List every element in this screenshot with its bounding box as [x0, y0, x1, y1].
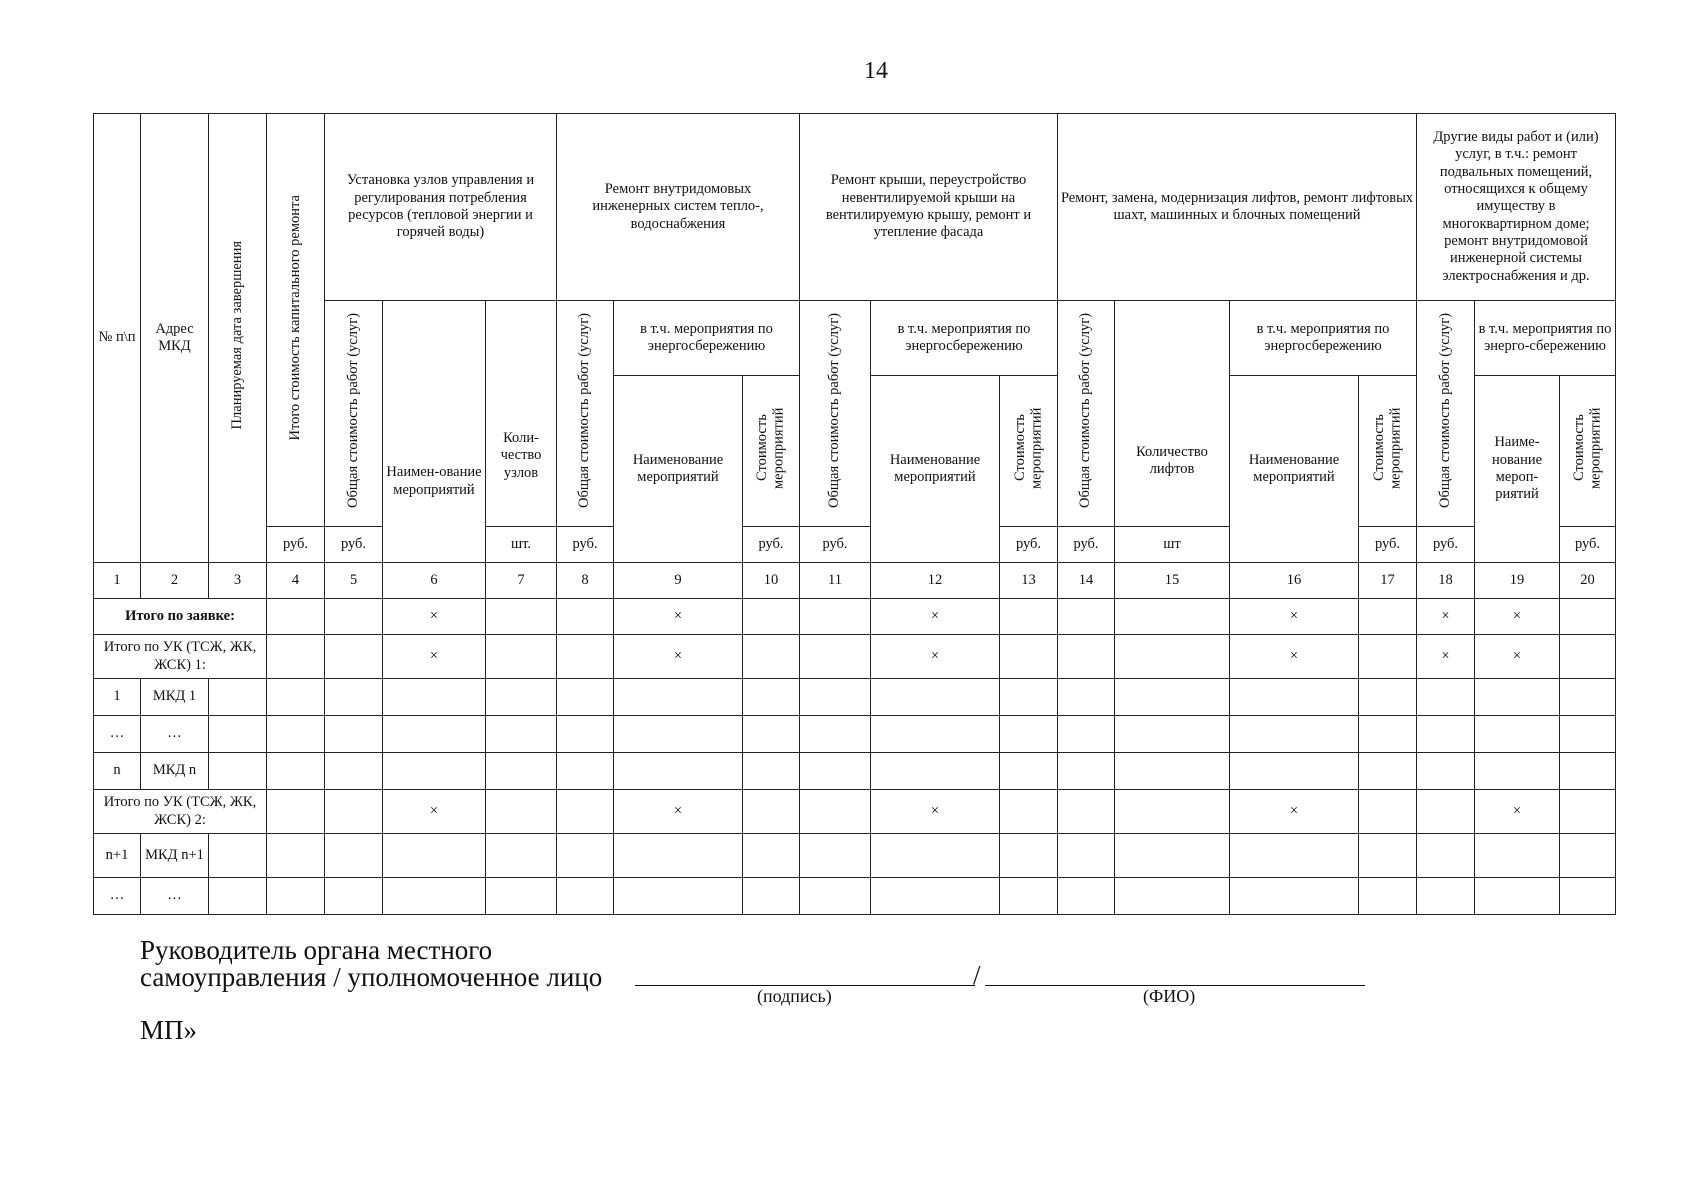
- column-number: 17: [1359, 563, 1417, 599]
- application-table: [93, 113, 1616, 915]
- column-number: 10: [743, 563, 800, 599]
- unit-17: руб.: [1359, 527, 1417, 563]
- uk2-label: Итого по УК (ТСЖ, ЖК, ЖСК) 2:: [94, 790, 267, 834]
- column-number: 1: [94, 563, 141, 599]
- column-number: 9: [614, 563, 743, 599]
- x-mark: ×: [1230, 790, 1359, 834]
- column-number: 4: [267, 563, 325, 599]
- header-measures-cost-10: Стоимость мероприятий: [743, 376, 800, 527]
- x-mark: ×: [383, 790, 486, 834]
- unit-20: руб.: [1560, 527, 1616, 563]
- header-measures-name-9: Наименование мероприятий: [614, 376, 743, 563]
- table-row: [94, 753, 1616, 790]
- header-measures-6: Наимен-ование мероприятий: [383, 301, 486, 563]
- column-number: 20: [1560, 563, 1616, 599]
- header-energy-saving-3: в т.ч. мероприятия по энергосбережению: [871, 301, 1058, 376]
- column-numbers-row: [94, 563, 1616, 599]
- x-mark: ×: [1230, 635, 1359, 679]
- x-mark: ×: [383, 599, 486, 635]
- header-group-metering: Установка узлов управления и регулирования потребления ресурсов (тепловой энергии и горячей воды): [325, 114, 557, 301]
- x-mark: ×: [614, 790, 743, 834]
- column-number: 6: [383, 563, 486, 599]
- header-measures-cost-20: Стоимость мероприятий: [1560, 376, 1616, 527]
- header-group-lifts: Ремонт, замена, модернизация лифтов, ремонт лифтовых шахт, машинных и блочных помещений: [1058, 114, 1417, 301]
- unit-4: руб.: [267, 527, 325, 563]
- unit-13: руб.: [1000, 527, 1058, 563]
- column-number: 19: [1475, 563, 1560, 599]
- x-mark: ×: [1475, 599, 1560, 635]
- header-group-roof: Ремонт крыши, переустройство невентилируемой крыши на вентилируемую крышу, ремонт и утепление фасада: [800, 114, 1058, 301]
- header-measures-name-19: Наиме-нование мероп-риятий: [1475, 376, 1560, 563]
- row-number: n+1: [94, 834, 141, 878]
- table-row: [94, 834, 1616, 878]
- header-group-other: Другие виды работ и (или) услуг, в т.ч.: ремонт подвальных помещений, относящихся к общему имуществу в многоквартирном доме; ремонт внутридомовой инженерной системы электроснабжения и др.: [1417, 114, 1616, 301]
- x-mark: ×: [871, 599, 1000, 635]
- unit-18: руб.: [1417, 527, 1475, 563]
- column-number: 13: [1000, 563, 1058, 599]
- header-lifts-count: Количество лифтов: [1115, 301, 1230, 527]
- header-measures-cost-13: Стоимость мероприятий: [1000, 376, 1058, 527]
- header-measures-cost-17: Стоимость мероприятий: [1359, 376, 1417, 527]
- unit-14: руб.: [1058, 527, 1115, 563]
- unit-10: руб.: [743, 527, 800, 563]
- header-total-cost-18: Общая стоимость работ (услуг): [1417, 301, 1475, 527]
- unit-11: руб.: [800, 527, 871, 563]
- column-number: 5: [325, 563, 383, 599]
- header-total-capital-repair: Итого стоимость капитального ремонта: [267, 114, 325, 527]
- stamp-placeholder: МП»: [140, 1015, 198, 1045]
- header-total-cost-14: Общая стоимость работ (услуг): [1058, 301, 1115, 527]
- row-number: …: [94, 716, 141, 753]
- x-mark: ×: [1230, 599, 1359, 635]
- x-mark: ×: [1475, 635, 1560, 679]
- table-row-uk2: [94, 790, 1616, 834]
- table-row: [94, 679, 1616, 716]
- x-mark: ×: [614, 599, 743, 635]
- row-number: n: [94, 753, 141, 790]
- unit-5: руб.: [325, 527, 383, 563]
- x-mark: ×: [1417, 635, 1475, 679]
- header-planned-date: Планируемая дата завершения: [209, 114, 267, 563]
- header-energy-saving-5: в т.ч. мероприятия по энерго-сбережению: [1475, 301, 1616, 376]
- x-mark: ×: [871, 635, 1000, 679]
- table-row-uk1: [94, 635, 1616, 679]
- header-number: № п\п: [94, 114, 141, 563]
- header-address: Адрес МКД: [141, 114, 209, 563]
- column-number: 12: [871, 563, 1000, 599]
- row-address: МКД n+1: [141, 834, 209, 878]
- x-mark: ×: [1417, 599, 1475, 635]
- x-mark: ×: [871, 790, 1000, 834]
- row-address: …: [141, 878, 209, 915]
- unit-7: шт.: [486, 527, 557, 563]
- column-number: 3: [209, 563, 267, 599]
- row-address: МКД 1: [141, 679, 209, 716]
- header-energy-saving-4: в т.ч. мероприятия по энергосбережению: [1230, 301, 1417, 376]
- column-number: 14: [1058, 563, 1115, 599]
- column-number: 2: [141, 563, 209, 599]
- header-total-cost-8: Общая стоимость работ (услуг): [557, 301, 614, 527]
- uk1-label: Итого по УК (ТСЖ, ЖК, ЖСК) 1:: [94, 635, 267, 679]
- header-measures-name-12: Наименование мероприятий: [871, 376, 1000, 563]
- row-address: МКД n: [141, 753, 209, 790]
- unit-15: шт: [1115, 527, 1230, 563]
- column-number: 16: [1230, 563, 1359, 599]
- unit-8: руб.: [557, 527, 614, 563]
- column-number: 18: [1417, 563, 1475, 599]
- x-mark: ×: [383, 635, 486, 679]
- x-mark: ×: [1475, 790, 1560, 834]
- row-number: …: [94, 878, 141, 915]
- page-number: 14: [864, 58, 888, 84]
- header-total-cost-5: Общая стоимость работ (услуг): [325, 301, 383, 527]
- signatory-title-line2: самоуправления / уполномоченное лицо: [140, 962, 603, 992]
- signature-caption: (подпись): [757, 986, 832, 1006]
- header-measures-name-16: Наименование мероприятий: [1230, 376, 1359, 563]
- column-number: 11: [800, 563, 871, 599]
- x-mark: ×: [614, 635, 743, 679]
- table-row: [94, 878, 1616, 915]
- row-number: 1: [94, 679, 141, 716]
- signatory-title-line1: Руководитель органа местного: [140, 935, 493, 965]
- table-row-total: [94, 599, 1616, 635]
- row-address: …: [141, 716, 209, 753]
- name-caption: (ФИО): [1143, 986, 1196, 1006]
- header-nodes-count: Коли-чество узлов: [486, 301, 557, 527]
- column-number: 15: [1115, 563, 1230, 599]
- header-group-engineering: Ремонт внутридомовых инженерных систем тепло-, водоснабжения: [557, 114, 800, 301]
- header-energy-saving-2: в т.ч. мероприятия по энергосбережению: [614, 301, 800, 376]
- column-number: 8: [557, 563, 614, 599]
- separator-slash: /: [973, 960, 981, 990]
- table-row: [94, 716, 1616, 753]
- header-total-cost-11: Общая стоимость работ (услуг): [800, 301, 871, 527]
- total-label: Итого по заявке:: [94, 599, 267, 635]
- column-number: 7: [486, 563, 557, 599]
